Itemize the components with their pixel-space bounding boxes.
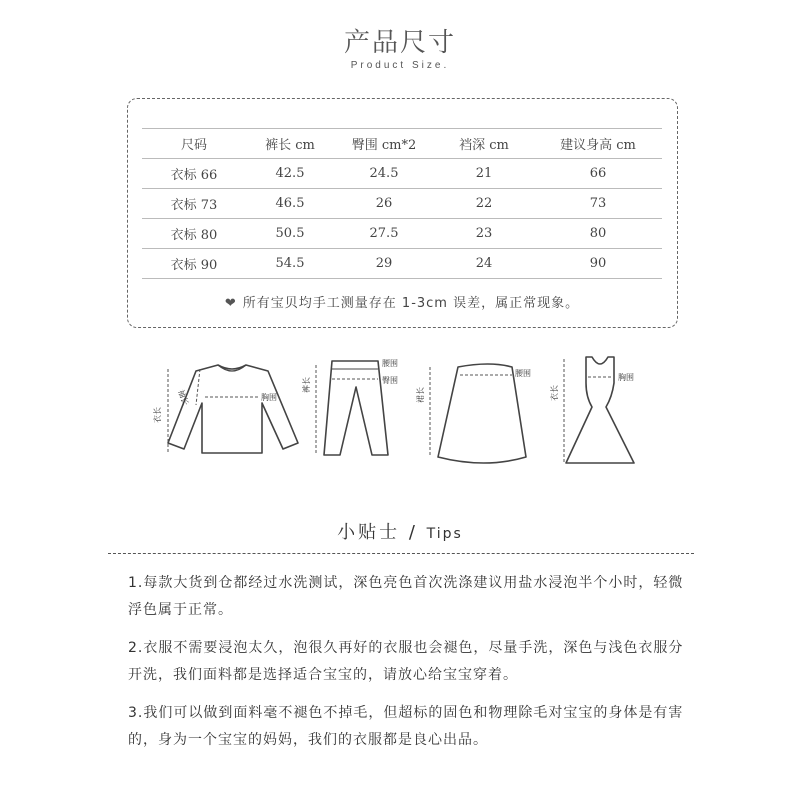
- pants-diagram: [324, 361, 388, 455]
- skirt-diagram: [438, 364, 526, 463]
- measurement-note: [142, 292, 662, 311]
- top-sleeve-guide: [196, 369, 200, 405]
- tips-divider: [108, 553, 694, 554]
- column-header: 臀围 cm*2: [334, 129, 434, 159]
- tips-title-cn: 小贴士: [337, 522, 401, 543]
- table-cell: 46.5: [246, 189, 334, 219]
- column-header: 裤长 cm: [246, 129, 334, 159]
- measurement-note-text: 所有宝贝均手工测量存在 1-3cm 误差，属正常现象。: [242, 296, 580, 311]
- tip-item: 1.每款大货到仓都经过水洗测试，深色亮色首次洗涤建议用盐水浸泡半个小时，轻微浮色属于正常。: [128, 575, 684, 618]
- table-cell: 24: [434, 249, 534, 279]
- table-cell: 27.5: [334, 219, 434, 249]
- table-header-row: [142, 129, 662, 159]
- column-header: 裆深 cm: [434, 129, 534, 159]
- garment-diagrams: [0, 345, 800, 485]
- tip-item: 2.衣服不需要浸泡太久，泡很久再好的衣服也会褪色，尽量手洗，深色与浅色衣服分开洗，我们面料都是选择适合宝宝的，请放心给宝宝穿着。: [128, 640, 684, 683]
- tip-item: 3.我们可以做到面料毫不褪色不掉毛，但超标的固色和物理除毛对宝宝的身体是有害的，身为一个宝宝的妈妈，我们的衣服都是良心出品。: [128, 705, 684, 748]
- skirt-length-label: 裙长: [416, 387, 425, 403]
- table-cell: 26: [334, 189, 434, 219]
- table-cell: 66: [534, 159, 662, 189]
- table-cell: 衣标 66: [142, 159, 246, 189]
- size-table: [142, 128, 662, 279]
- table-cell: 73: [534, 189, 662, 219]
- table-row: [142, 219, 662, 249]
- pants-hip-label: 臀围: [382, 376, 398, 385]
- dress-length-label: 衣长: [550, 385, 559, 401]
- shirt-diagram: [168, 365, 298, 453]
- page-title: 产品尺寸: [343, 28, 456, 58]
- table-cell: 29: [334, 249, 434, 279]
- table-row: [142, 249, 662, 279]
- table-cell: 80: [534, 219, 662, 249]
- table-cell: 50.5: [246, 219, 334, 249]
- tips-list: [128, 570, 698, 765]
- table-row: [142, 159, 662, 189]
- pants-length-label: 裤长: [302, 377, 311, 393]
- top-chest-label: 胸围: [261, 393, 277, 402]
- column-header: 建议身高 cm: [534, 129, 662, 159]
- table-cell: 22: [434, 189, 534, 219]
- slash-divider: /: [400, 522, 427, 543]
- dress-chest-label: 胸围: [618, 373, 634, 382]
- table-row: [142, 189, 662, 219]
- heart-icon: ❤: [224, 296, 237, 311]
- skirt-waist-label: 腰围: [515, 369, 531, 378]
- table-cell: 衣标 73: [142, 189, 246, 219]
- table-cell: 衣标 90: [142, 249, 246, 279]
- table-cell: 54.5: [246, 249, 334, 279]
- table-cell: 23: [434, 219, 534, 249]
- table-cell: 24.5: [334, 159, 434, 189]
- tips-title: [0, 518, 800, 544]
- table-cell: 衣标 80: [142, 219, 246, 249]
- top-sleeve-label: 袖长: [176, 388, 191, 407]
- table-cell: 21: [434, 159, 534, 189]
- table-cell: 42.5: [246, 159, 334, 189]
- page-subtitle: Product Size.: [350, 60, 450, 71]
- pants-waist-label: 腰围: [382, 359, 398, 368]
- table-cell: 90: [534, 249, 662, 279]
- tips-title-en: Tips: [426, 526, 463, 542]
- top-length-label: 衣长: [153, 407, 162, 423]
- column-header: 尺码: [142, 129, 246, 159]
